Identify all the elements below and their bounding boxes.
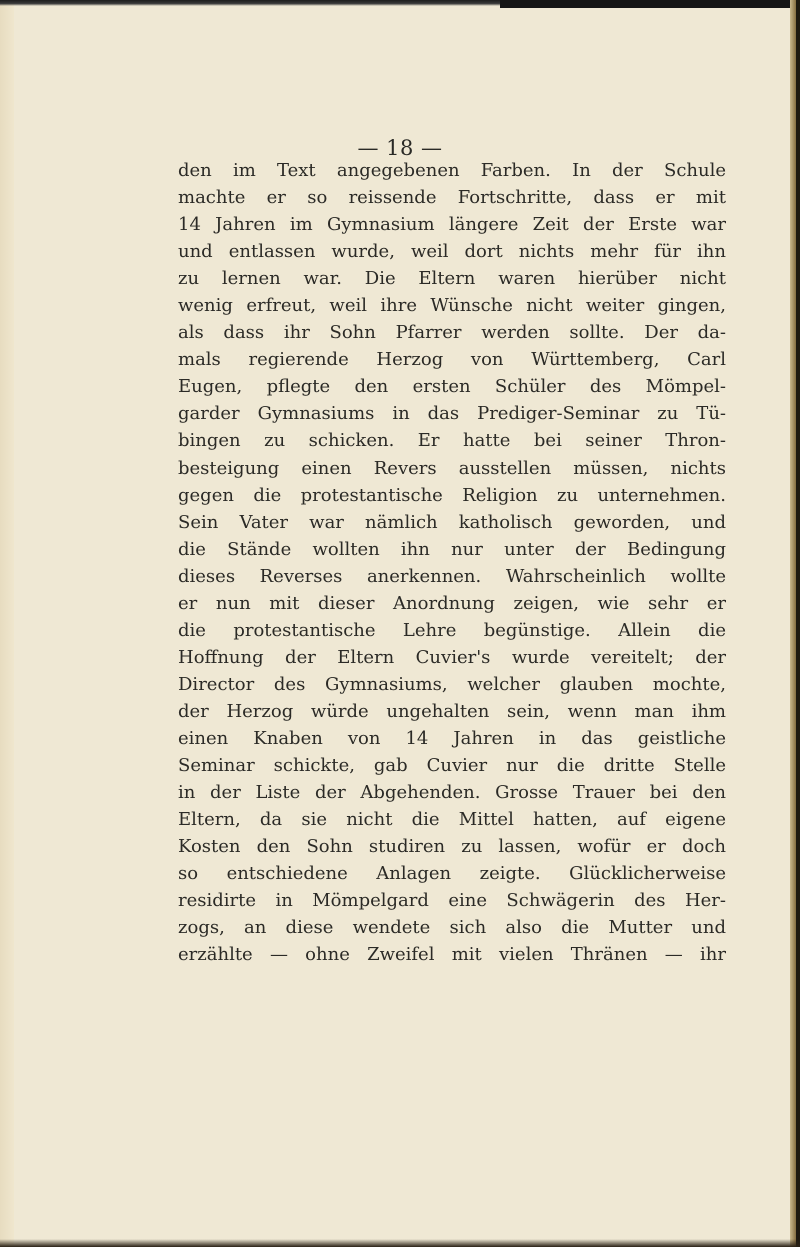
page-top-shadow (500, 0, 800, 8)
text-line: machte er so reissende Fortschritte, dass er mit (178, 187, 726, 209)
text-line: die protestantische Lehre begünstige. Allein die (178, 619, 726, 641)
text-line: residirte in Mömpelgard eine Schwägerin des Her- (178, 890, 726, 912)
text-line: der Herzog würde ungehalten sein, wenn man ihm (178, 700, 726, 722)
text-line: dieses Reverses anerkennen. Wahrscheinlich wollte (178, 565, 726, 587)
text-line: die Stände wollten ihn nur unter der Bedingung (178, 538, 726, 560)
text-line: und entlassen wurde, weil dort nichts mehr für ihn (178, 241, 726, 263)
text-line: Eugen, pflegte den ersten Schüler des Mömpel- (178, 376, 726, 398)
text-line: den im Text angegebenen Farben. In der Schule (178, 160, 726, 181)
text-line: Director des Gymnasiums, welcher glauben mochte, (178, 673, 726, 695)
text-line: 14 Jahren im Gymnasium längere Zeit der Erste war (178, 214, 726, 236)
text-line: in der Liste der Abgehenden. Grosse Trauer bei den (178, 782, 726, 804)
text-line: er nun mit dieser Anordnung zeigen, wie sehr er (178, 592, 726, 614)
text-line: Seminar schickte, gab Cuvier nur die dritte Stelle (178, 755, 726, 777)
page-left-edge (0, 0, 14, 1247)
text-line: bingen zu schicken. Er hatte bei seiner Thron- (178, 430, 726, 452)
text-line: erzählte — ohne Zweifel mit vielen Thränen — ihr (178, 944, 726, 966)
text-line: wenig erfreut, weil ihre Wünsche nicht weiter gingen, (178, 295, 726, 317)
text-line: besteigung einen Revers ausstellen müssen, nichts (178, 457, 726, 479)
text-line: Eltern, da sie nicht die Mittel hatten, auf eigene (178, 809, 726, 831)
text-line: mals regierende Herzog von Württemberg, Carl (178, 349, 726, 371)
text-line: als dass ihr Sohn Pfarrer werden sollte. Der da- (178, 322, 726, 344)
text-line: zogs, an diese wendete sich also die Mutter und (178, 917, 726, 939)
text-line: Kosten den Sohn studiren zu lassen, wofür er doch (178, 836, 726, 858)
text-line: Sein Vater war nämlich katholisch geworden, und (178, 511, 726, 533)
page-right-shadow (796, 0, 800, 1247)
text-line: Hoffnung der Eltern Cuvier's wurde vereitelt; der (178, 646, 726, 668)
text-line: garder Gymnasiums in das Prediger-Seminar zu Tü- (178, 403, 726, 425)
text-line: zu lernen war. Die Eltern waren hierüber nicht (178, 268, 726, 290)
text-line: einen Knaben von 14 Jahren in das geistliche (178, 727, 726, 749)
body-text (178, 157, 726, 968)
page-bottom-edge (0, 1239, 800, 1247)
text-line: so entschiedene Anlagen zeigte. Glücklicherweise (178, 863, 726, 885)
page-number: — 18 — (357, 136, 443, 160)
text-line: gegen die protestantische Religion zu unternehmen. (178, 484, 726, 506)
